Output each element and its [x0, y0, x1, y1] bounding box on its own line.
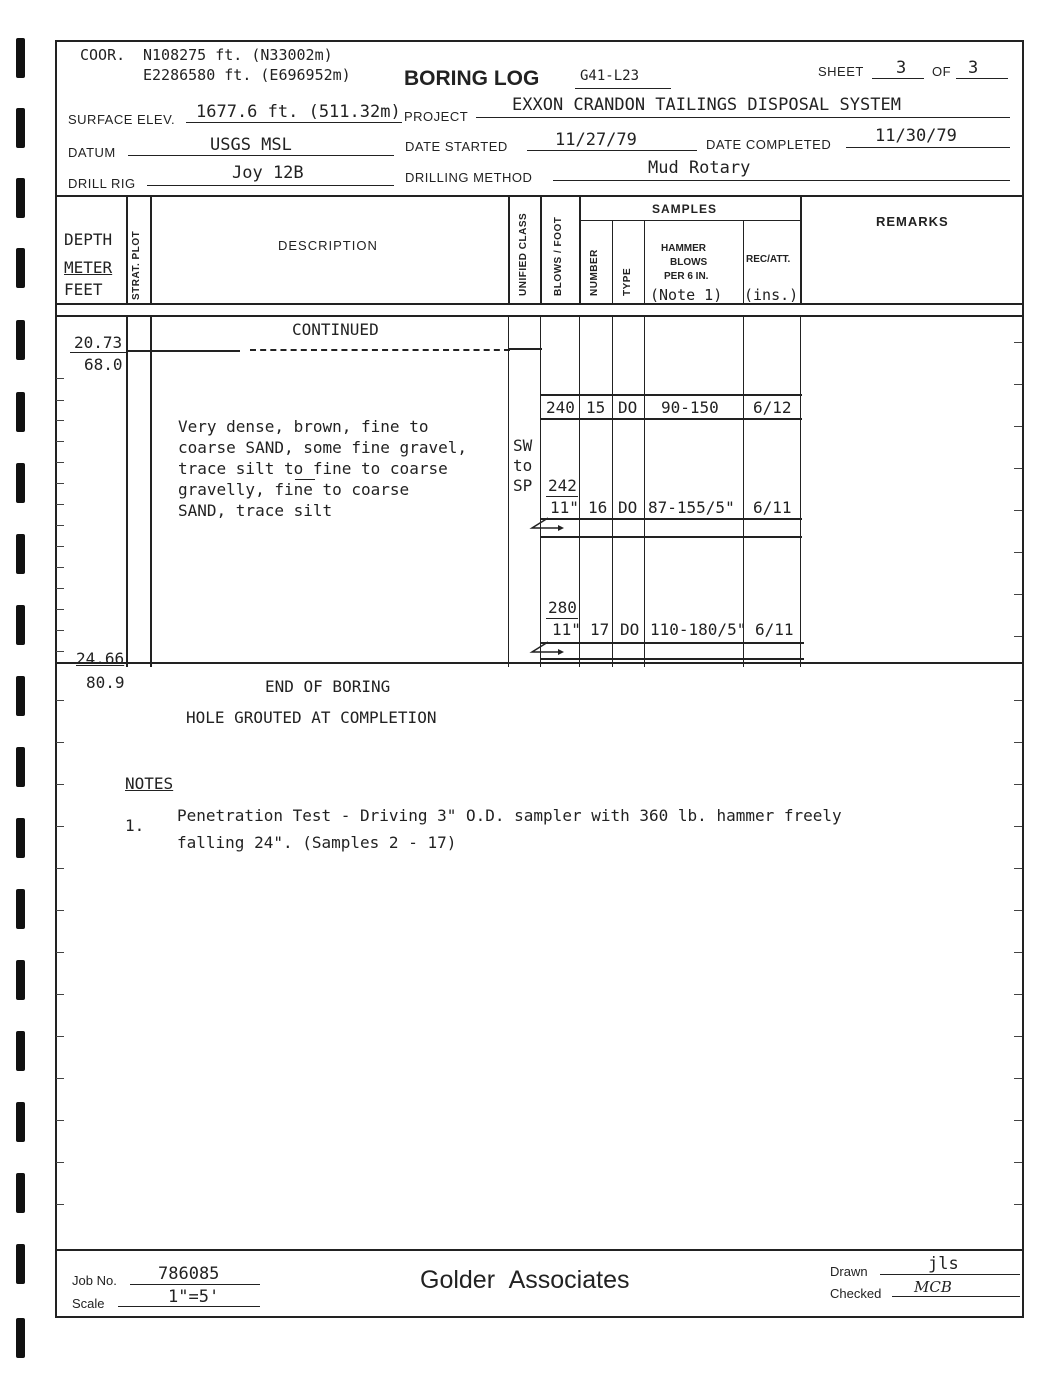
col-meter: METER: [64, 258, 113, 277]
datum-value: USGS MSL: [210, 135, 292, 155]
depth-top-feet: 68.0: [84, 355, 123, 374]
coor-north: N108275 ft. (N33002m): [143, 46, 333, 64]
sample-hammer: 87-155/5": [648, 498, 735, 517]
sample-hammer: 90-150: [661, 398, 719, 417]
project-value: EXXON CRANDON TAILINGS DISPOSAL SYSTEM: [512, 95, 901, 115]
job-label: Job No.: [72, 1273, 117, 1288]
drawn-value: jls: [928, 1254, 959, 1274]
depth-top-meter: 20.73: [74, 333, 123, 352]
end-of-boring: END OF BORING: [265, 677, 391, 696]
company-name: Golder Associates: [420, 1266, 630, 1294]
date-started-value: 11/27/79: [555, 130, 637, 150]
page-title: BORING LOG: [404, 67, 540, 90]
notes-title: NOTES: [125, 774, 174, 793]
unified-class-value: SW to SP: [513, 436, 533, 495]
surface-elev-label: SURFACE ELEV.: [68, 112, 176, 127]
drilling-method-label: DRILLING METHOD: [405, 170, 533, 185]
depth-bottom-feet: 80.9: [86, 673, 125, 692]
continued-label: CONTINUED: [292, 320, 379, 339]
col-rec: REC/ATT.: [746, 254, 791, 265]
col-feet: FEET: [64, 280, 103, 299]
project-label: PROJECT: [404, 109, 469, 124]
sheet-total: 3: [968, 58, 979, 78]
datum-label: DATUM: [68, 145, 116, 160]
sample-type: DO: [618, 498, 638, 517]
drilling-method-value: Mud Rotary: [648, 158, 751, 178]
refusal-arrow-icon: [528, 516, 564, 536]
col-blows-foot: BLOWS / FOOT: [553, 216, 564, 296]
col-samples: SAMPLES: [652, 202, 718, 216]
sample-hammer: 110-180/5": [650, 620, 747, 639]
soil-description: Very dense, brown, fine to coarse SAND, some fine gravel, trace silt to fine to coarse gravelly, fine to coarse SAND, trace silt: [178, 417, 467, 520]
sample-rec: 6/11: [753, 498, 792, 517]
date-completed-label: DATE COMPLETED: [706, 137, 832, 152]
sample-blows-sub: 11": [550, 498, 579, 517]
scale-label: Scale: [72, 1296, 105, 1311]
surface-elev-value: 1677.6 ft. (511.32m): [196, 102, 401, 122]
sheet-label: SHEET: [818, 64, 864, 79]
note-number: 1.: [125, 816, 145, 835]
col-remarks: REMARKS: [876, 214, 949, 229]
col-hammer-2: BLOWS: [670, 257, 708, 268]
sample-blows-sub: 11": [552, 620, 581, 639]
drill-rig-value: Joy 12B: [232, 163, 304, 183]
sample-type: DO: [618, 398, 638, 417]
sample-rec: 6/11: [755, 620, 794, 639]
col-unified-class: UNIFIED CLASS: [518, 212, 529, 296]
col-hammer-1: HAMMER: [661, 243, 706, 254]
note-1-line-2: falling 24". (Samples 2 - 17): [177, 833, 457, 852]
col-type: TYPE: [622, 267, 633, 296]
scale-value: 1"=5': [168, 1287, 220, 1307]
date-started-label: DATE STARTED: [405, 139, 508, 154]
col-rec-units: (ins.): [744, 286, 799, 304]
sample-number: 17: [590, 620, 610, 639]
col-number: NUMBER: [589, 249, 600, 296]
drawn-label: Drawn: [830, 1264, 868, 1279]
col-depth: DEPTH: [64, 230, 113, 249]
coor-east: E2286580 ft. (E696952m): [143, 66, 351, 84]
date-completed-value: 11/30/79: [875, 126, 957, 146]
sample-blows: 240: [546, 398, 575, 417]
checked-initials: MCB: [914, 1278, 952, 1296]
sample-number: 16: [588, 498, 608, 517]
depth-bottom-meter: 24.66: [76, 649, 125, 668]
col-hammer-3: PER 6 IN.: [664, 271, 709, 282]
refusal-arrow-icon: [528, 640, 564, 660]
hole-grouted: HOLE GROUTED AT COMPLETION: [186, 708, 437, 727]
sample-blows: 242: [548, 476, 577, 495]
sample-type: DO: [620, 620, 640, 639]
job-number: 786085: [158, 1264, 220, 1284]
note-1-line-1: Penetration Test - Driving 3" O.D. sampler with 360 lb. hammer freely: [177, 806, 842, 825]
col-hammer-note: (Note 1): [650, 286, 723, 304]
drill-rig-label: DRILL RIG: [68, 176, 136, 191]
sample-rec: 6/12: [753, 398, 792, 417]
sample-number: 15: [586, 398, 606, 417]
of-label: OF: [932, 64, 952, 79]
log-id: G41-L23: [580, 68, 640, 84]
col-description: DESCRIPTION: [278, 238, 378, 253]
coor-label: COOR.: [80, 46, 126, 64]
col-strat-plot: STRAT. PLOT: [131, 230, 142, 300]
sample-blows: 280: [548, 598, 577, 617]
sheet-number: 3: [896, 58, 907, 78]
checked-label: Checked: [830, 1286, 882, 1301]
